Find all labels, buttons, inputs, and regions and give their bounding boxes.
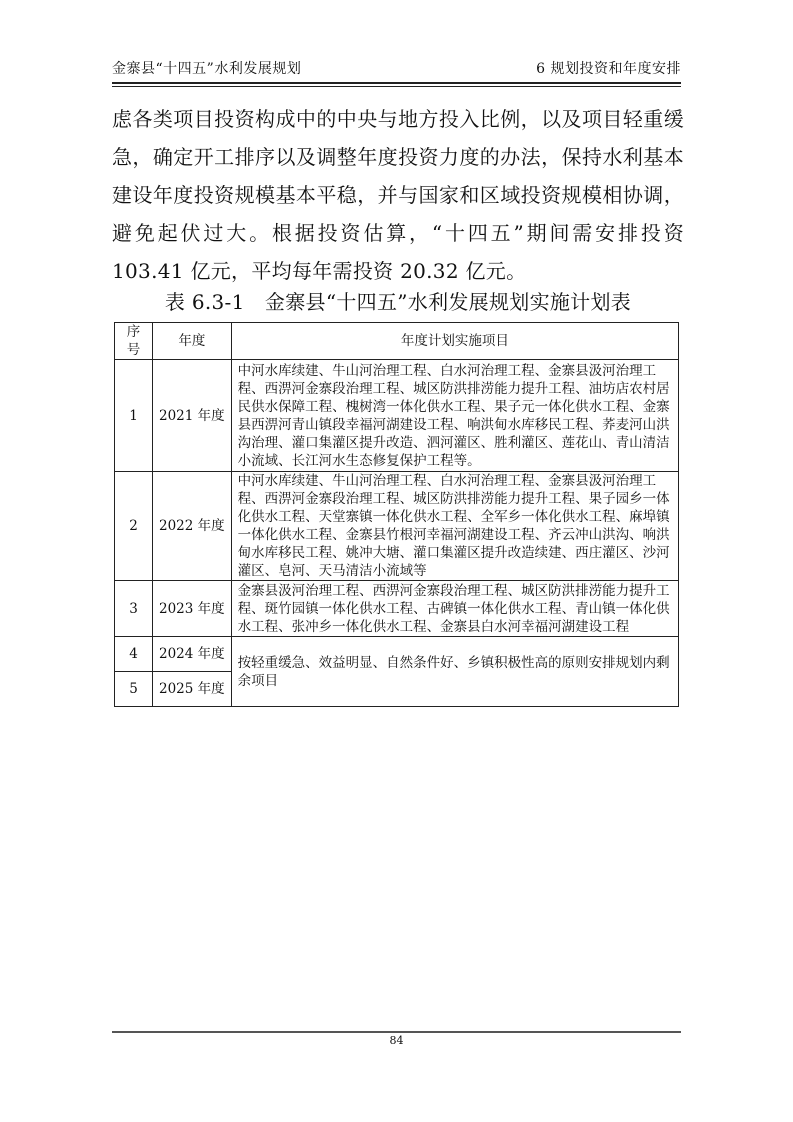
row-no: 3 [115, 581, 153, 637]
header-year: 年度 [153, 323, 232, 360]
table-title: 表 6.3-1 金寨县“十四五”水利发展规划实施计划表 [164, 290, 632, 314]
header-rule-thin [112, 86, 681, 87]
row-year: 2022 年度 [153, 472, 232, 581]
table-row [115, 360, 679, 472]
footer-rule [112, 1031, 681, 1033]
table-row [115, 581, 679, 637]
table-row [115, 637, 679, 672]
row-projects: 中河水库续建、牛山河治理工程、白水河治理工程、金寨县汲河治理工程、西淠河金寨段治理工程、城区防洪排涝能力提升工程、果子园乡一体化供水工程、天堂寨镇一体化供水工程、全军乡一体化供水工程、麻埠镇一体化供水工程、金寨县竹根河幸福河湖建设工程、齐云冲山洪沟、响洪甸水库移民工程、姚冲大塘、灌口集灌区提升改造续建、西庄灌区、沙河灌区、皂河、天马清洁小流域等 [231, 472, 678, 581]
header-rule [112, 82, 681, 84]
row-projects: 中河水库续建、牛山河治理工程、白水河治理工程、金寨县汲河治理工程、西淠河金寨段治理工程、城区防洪排涝能力提升工程、油坊店农村居民供水保障工程、槐树湾一体化供水工程、果子元一体化供水工程、金寨县西淠河青山镇段幸福河湖建设工程、响洪甸水库移民工程、荞麦河山洪沟治理、灌口集灌区提升改造、泗河灌区、胜利灌区、莲花山、青山清洁小流域、长江河水生态修复保护工程等。 [231, 360, 678, 472]
body-paragraph: 虑各类项目投资构成中的中央与地方投入比例，以及项目轻重缓急，确定开工排序以及调整年度投资力度的办法，保持水利基本建设年度投资规模基本平稳，并与国家和区域投资规模相协调，避免起伏过大。根据投资估算，“十四五”期间需安排投资 103.41 亿元，平均每年需投资 20.32 亿元。 [112, 107, 684, 283]
row-year: 2024 年度 [153, 637, 232, 672]
page-header [112, 50, 681, 78]
row-year: 2021 年度 [153, 360, 232, 472]
row-no: 5 [115, 672, 153, 707]
row-projects: 金寨县汲河治理工程、西淠河金寨段治理工程、城区防洪排涝能力提升工程、斑竹园镇一体化供水工程、古碑镇一体化供水工程、青山镇一体化供水工程、张冲乡一体化供水工程、金寨县白水河幸福河湖建设工程 [231, 581, 678, 637]
header-chapter-title: 6 规划投资和年度安排 [536, 61, 681, 77]
page-number: 84 [389, 1034, 404, 1047]
header-projects: 年度计划实施项目 [231, 323, 678, 360]
table-row [115, 472, 679, 581]
table-header-row [115, 323, 679, 360]
row-no: 4 [115, 637, 153, 672]
header-document-title: 金寨县“十四五”水利发展规划 [112, 61, 302, 77]
implementation-plan-table [114, 322, 679, 707]
header-no: 序号 [115, 323, 153, 360]
body-paragraph-block [112, 100, 684, 290]
row-no: 2 [115, 472, 153, 581]
row-projects-merged: 按轻重缓急、效益明显、自然条件好、乡镇积极性高的原则安排规划内剩余项目 [231, 637, 678, 707]
row-no: 1 [115, 360, 153, 472]
row-year: 2025 年度 [153, 672, 232, 707]
row-year: 2023 年度 [153, 581, 232, 637]
